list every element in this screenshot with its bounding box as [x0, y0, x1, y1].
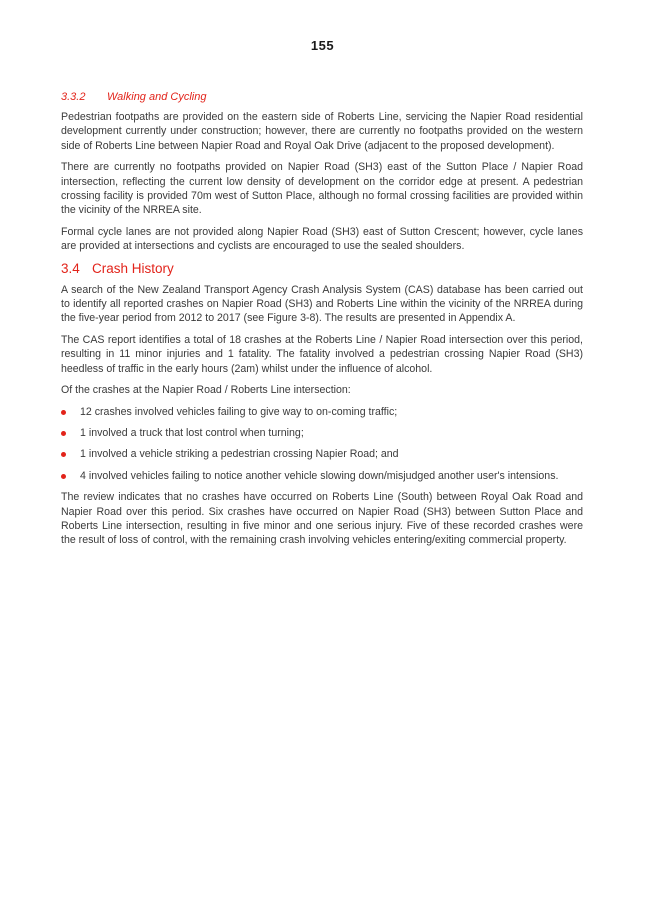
list-item [61, 426, 583, 440]
list-item-text: 1 involved a truck that lost control when turning; [80, 426, 304, 439]
paragraph: A search of the New Zealand Transport Agency Crash Analysis System (CAS) database has been carried out to identify all reported crashes on Napier Road (SH3) and Roberts Line within the vicinity of the NRREA during the five-year period from 2012 to 2017 (see Figure 3-8). The results are presented in Appendix A. [61, 283, 583, 325]
list-item [61, 469, 583, 483]
list-item [61, 405, 583, 419]
paragraph: Pedestrian footpaths are provided on the eastern side of Roberts Line, servicing the Napier Road residential development currently under construction; however, there are currently no footpaths provided on the western side of Roberts Line between Napier Road and Royal Oak Drive (adjacent to the proposed development). [61, 111, 583, 152]
subsection-number: 3.3.2 [61, 91, 86, 103]
section-heading [61, 261, 583, 277]
paragraph: The review indicates that no crashes have occurred on Roberts Line (South) between Royal Oak Road and Napier Road over this period. Six crashes have occurred on Napier Road (SH3) between Sutton Place and Roberts Line intersection, resulting in five minor and one serious injury. Five of these recorded crashes were the result of loss of control, with the remaining crash involving vehicles entering/exiting commercial property. [61, 491, 583, 547]
paragraph: The CAS report identifies a total of 18 crashes at the Roberts Line / Napier Road intersection over this period, resulting in 11 minor injuries and 1 fatality. The fatality involved a pedestrian crossing Napier Road (SH3) heedless of traffic in the early hours (2am) whilst under the influence of alcohol. [61, 333, 583, 375]
list-item-text: 4 involved vehicles failing to notice another vehicle slowing down/misjudged another user's intensions. [80, 469, 559, 482]
paragraph: Of the crashes at the Napier Road / Roberts Line intersection: [61, 384, 351, 397]
subsection-heading [61, 90, 583, 104]
list-item-text: 12 crashes involved vehicles failing to give way to on-coming traffic; [80, 405, 398, 418]
bullet-icon [61, 474, 66, 479]
paragraph: There are currently no footpaths provided on Napier Road (SH3) east of the Sutton Place / Napier Road intersection, reflecting the current low density of development on the corridor edge at present. A pedestrian crossing facility is provided 70m west of Sutton Place, although no formal crossing facilities are provided within the vicinity of the NRREA site. [61, 161, 583, 217]
crash-bullet-list [61, 405, 583, 484]
bullet-icon [61, 410, 66, 415]
list-item-text: 1 involved a vehicle striking a pedestrian crossing Napier Road; and [80, 448, 399, 461]
bullet-icon [61, 452, 66, 457]
subsection-title: Walking and Cycling [107, 91, 207, 103]
page-number: 155 [310, 38, 335, 53]
section-number: 3.4 [61, 260, 80, 276]
list-item [61, 447, 583, 461]
page-content [61, 90, 583, 555]
bullet-icon [61, 431, 66, 436]
section-title: Crash History [92, 260, 174, 276]
paragraph: Formal cycle lanes are not provided along Napier Road (SH3) east of Sutton Crescent; however, cycle lanes are provided at intersections and cyclists are encouraged to use the sealed shoulders. [61, 225, 583, 253]
